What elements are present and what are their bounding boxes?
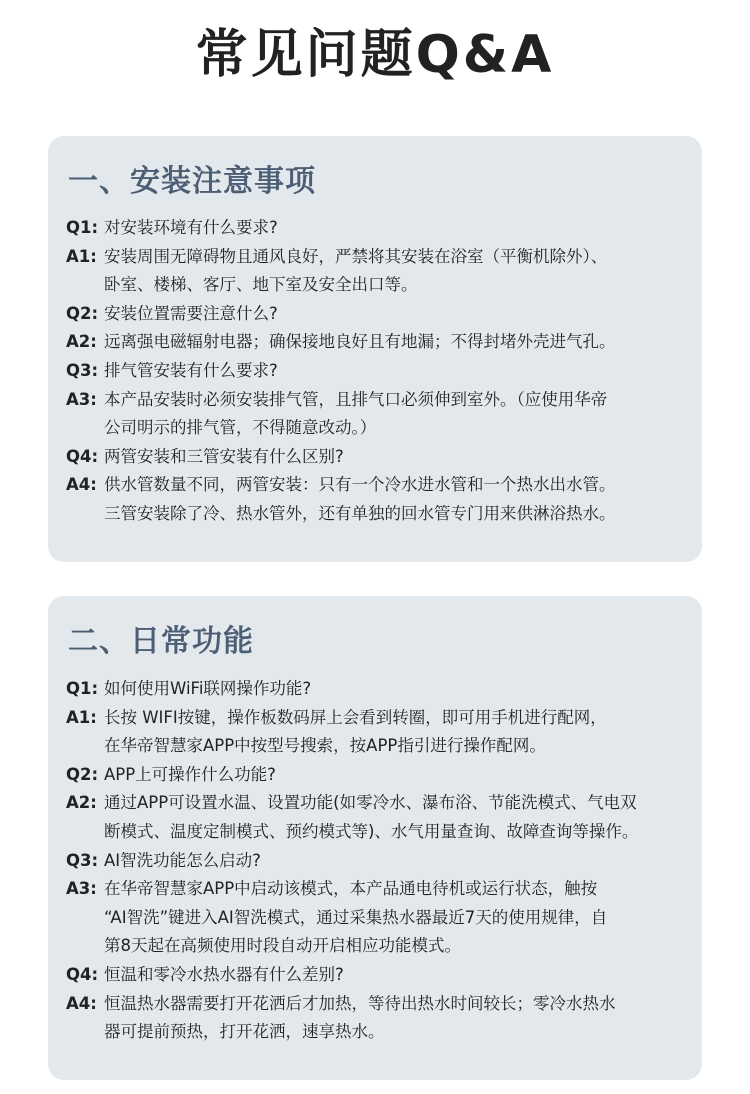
answer-row [66, 386, 688, 443]
text-line: AI智洗功能怎么启动? [104, 850, 261, 870]
answer-label: A4: [66, 475, 97, 495]
text-line: 远离强电磁辐射电器；确保接地良好且有地漏；不得封堵外壳进气孔。 [104, 332, 616, 352]
text-line: APP上可操作什么功能? [104, 764, 276, 784]
text-line: 如何使用WiFi联网操作功能? [104, 679, 312, 698]
answer-label: A1: [66, 707, 97, 727]
qa-list [66, 214, 688, 529]
answer-label: A4: [66, 993, 97, 1013]
text-line: 供水管数量不同，两管安装：只有一个冷水进水管和一个热水出水管。 [104, 475, 616, 495]
answer-label: A3: [66, 389, 97, 409]
question-label: Q1: [66, 679, 99, 698]
question-label: Q4: [66, 446, 99, 466]
text-line: 安装位置需要注意什么? [104, 303, 278, 323]
text-line: 恒温热水器需要打开花洒后才加热，等待出热水时间较长；零冷水热水 [104, 993, 616, 1013]
question-text [104, 761, 688, 790]
faq-section-daily-functions [48, 596, 702, 1080]
question-row [66, 847, 688, 876]
question-label: Q4: [66, 964, 99, 984]
text-line: 长按 WIFI按键，操作板数码屏上会看到转圈，即可用手机进行配网， [104, 707, 607, 727]
text-line: 两管安装和三管安装有什么区别? [104, 446, 344, 466]
answer-row [66, 704, 688, 761]
text-line: 在华帝智慧家APP中启动该模式，本产品通电待机或运行状态，触按 [104, 879, 598, 899]
question-label: Q2: [66, 764, 99, 784]
answer-label: A2: [66, 332, 97, 352]
faq-section-installation [48, 136, 702, 562]
answer-text [104, 704, 688, 761]
answer-label: A3: [66, 879, 97, 899]
question-row [66, 300, 688, 329]
section-heading: 一、安装注意事项 [68, 164, 316, 199]
text-line: 通过APP可设置水温、设置功能(如零冷水、瀑布浴、节能洗模式、气电双 [104, 793, 637, 813]
page-title: 常见问题Q&A [195, 25, 555, 85]
answer-label: A2: [66, 793, 97, 813]
question-text [104, 214, 688, 243]
text-line: 本产品安装时必须安装排气管，且排气口必须伸到室外。（应使用华帝 [104, 389, 608, 409]
section-heading: 二、日常功能 [68, 624, 254, 659]
answer-text [104, 789, 688, 846]
text-line: 排气管安装有什么要求? [104, 360, 278, 380]
question-row [66, 214, 688, 243]
question-text [104, 847, 688, 876]
text-line: 恒温和零冷水热水器有什么差别? [104, 964, 344, 984]
text-line: 公司明示的排气管，不得随意改动。） [104, 418, 377, 438]
text-line: 安装周围无障碍物且通风良好，严禁将其安装在浴室（平衡机除外）、 [104, 246, 608, 266]
answer-text [104, 990, 688, 1047]
text-line: 第8天起在高频使用时段自动开启相应功能模式。 [104, 936, 461, 956]
text-line: “AI智洗”键进入AI智洗模式，通过采集热水器最近7天的使用规律，自 [104, 907, 608, 927]
question-label: Q2: [66, 303, 99, 323]
text-line: 对安装环境有什么要求? [104, 218, 278, 237]
text-line: 卧室、楼梯、客厅、地下室及安全出口等。 [104, 275, 418, 295]
question-row [66, 761, 688, 790]
question-label: Q1: [66, 218, 99, 237]
question-text [104, 300, 688, 329]
question-row [66, 357, 688, 386]
question-text [104, 675, 688, 704]
question-label: Q3: [66, 360, 99, 380]
answer-text [104, 386, 688, 443]
question-row [66, 961, 688, 990]
question-row [66, 443, 688, 472]
question-text [104, 443, 688, 472]
answer-text [104, 243, 688, 300]
answer-row [66, 243, 688, 300]
answer-row [66, 328, 688, 357]
answer-row [66, 990, 688, 1047]
answer-label: A1: [66, 246, 97, 266]
qa-list [66, 675, 688, 1047]
question-text [104, 357, 688, 386]
answer-row [66, 471, 688, 528]
answer-row [66, 875, 688, 961]
answer-text [104, 875, 688, 961]
question-text [104, 961, 688, 990]
text-line: 器可提前预热，打开花洒，速享热水。 [104, 1022, 385, 1042]
text-line: 断模式、温度定制模式、预约模式等)、水气用量查询、故障查询等操作。 [104, 821, 639, 841]
answer-text [104, 328, 688, 357]
text-line: 在华帝智慧家APP中按型号搜索，按APP指引进行操作配网。 [104, 736, 546, 756]
text-line: 三管安装除了冷、热水管外，还有单独的回水管专门用来供淋浴热水。 [104, 503, 616, 523]
question-row [66, 675, 688, 704]
question-label: Q3: [66, 850, 99, 870]
answer-text [104, 471, 688, 528]
answer-row [66, 789, 688, 846]
